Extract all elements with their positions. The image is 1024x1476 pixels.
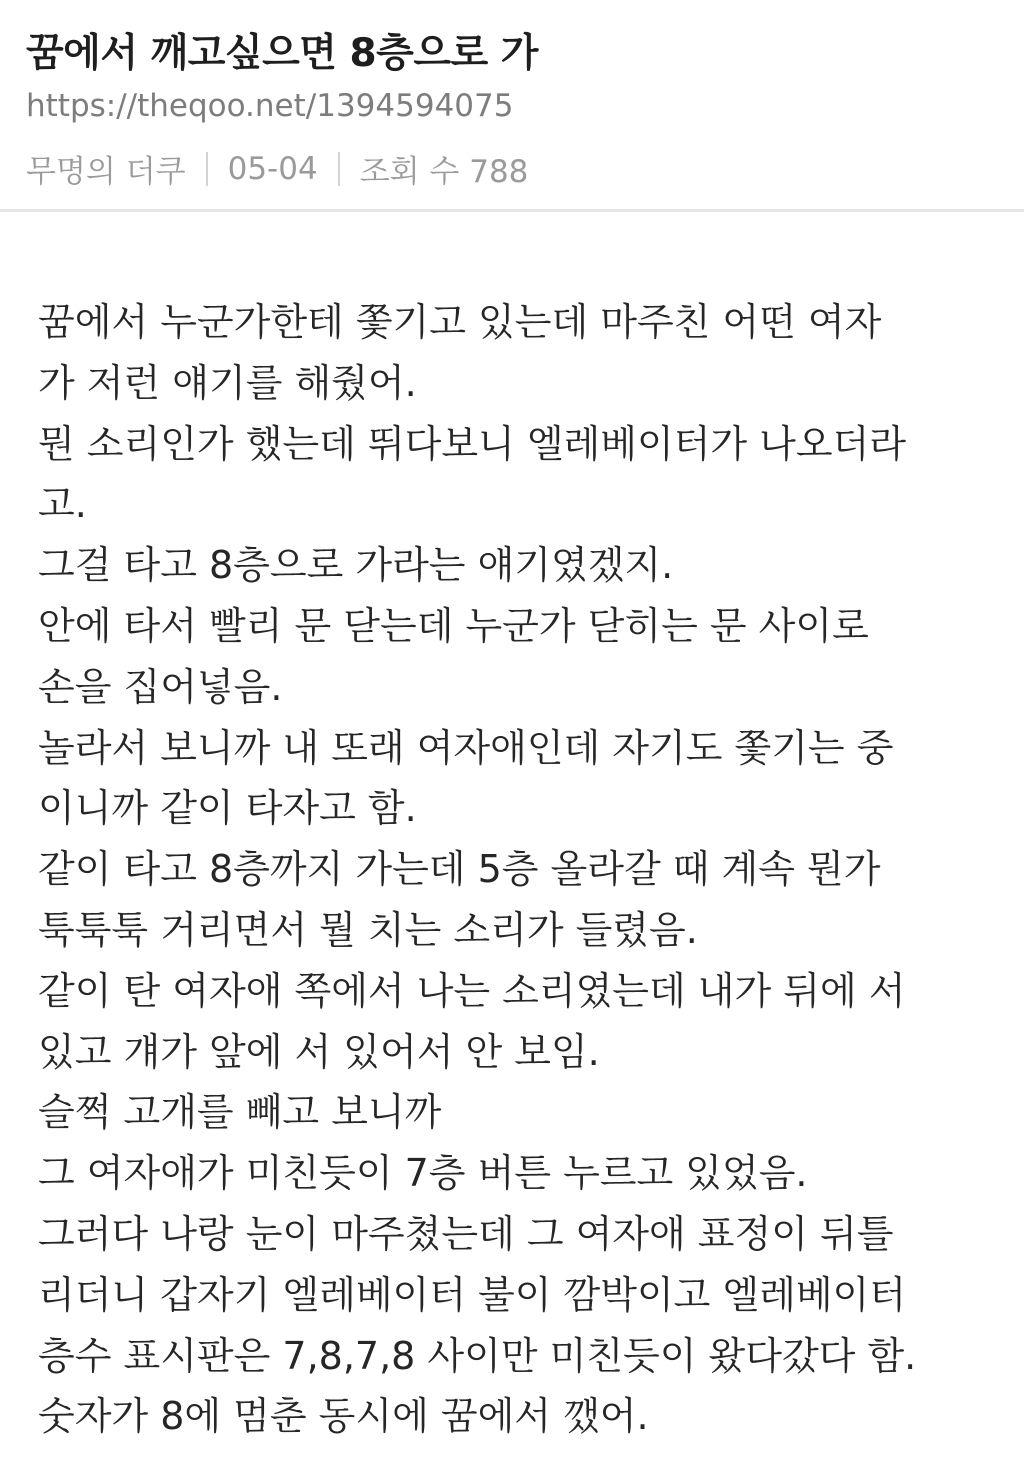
body-line: 같이 탄 여자애 쪽에서 나는 소리였는데 내가 뒤에 서 — [38, 968, 906, 1013]
body-line: 그 여자애가 미친듯이 7층 버튼 누르고 있었음. — [38, 1151, 808, 1196]
body-line: 고. — [38, 482, 87, 527]
meta-divider — [338, 152, 340, 186]
post-title: 꿈에서 깨고싶으면 8층으로 가 — [26, 31, 538, 76]
body-line: 그걸 타고 8층으로 가라는 얘기였겠지. — [38, 543, 674, 588]
body-line: 있고 걔가 앞에 서 있어서 안 보임. — [38, 1029, 600, 1074]
body-line: 꿈에서 누군가한테 쫓기고 있는데 마주친 어떤 여자 — [38, 300, 882, 344]
body-line: 뭔 소리인가 했는데 뛰다보니 엘레베이터가 나오더라 — [38, 421, 906, 466]
body-line: 가 저런 얘기를 해줬어. — [38, 360, 417, 405]
body-line: 그러다 나랑 눈이 마주쳤는데 그 여자애 표정이 뒤틀 — [38, 1211, 894, 1256]
body-line: 안에 타서 빨리 문 닫는데 누군가 닫히는 문 사이로 — [38, 603, 869, 648]
body-line: 툭툭툭 거리면서 뭘 치는 소리가 들렸음. — [38, 907, 698, 952]
body-line: 손을 집어넣음. — [38, 664, 283, 709]
post-url-link[interactable]: https://theqoo.net/1394594075 — [26, 88, 514, 124]
post-date: 05-04 — [227, 150, 318, 187]
body-line: 리더니 갑자기 엘레베이터 불이 깜박이고 엘레베이터 — [38, 1272, 906, 1317]
view-count: 조회 수 788 — [359, 154, 529, 190]
body-line: 숫자가 8에 멈춘 동시에 꿈에서 깼어. — [38, 1394, 649, 1439]
body-line: 놀라서 보니까 내 또래 여자애인데 자기도 쫓기는 중 — [38, 725, 894, 770]
post-header — [0, 0, 1024, 212]
body-line: 슬쩍 고개를 빼고 보니까 — [38, 1090, 442, 1135]
meta-divider — [206, 152, 208, 186]
body-line: 층수 표시판은 7,8,7,8 사이만 미친듯이 왔다갔다 함. — [38, 1333, 917, 1378]
post-body — [38, 292, 1008, 1447]
body-line: 같이 타고 8층까지 가는데 5층 올라갈 때 계속 뭔가 — [38, 847, 881, 892]
post-meta — [26, 146, 528, 191]
author-name[interactable]: 무명의 더쿠 — [26, 154, 186, 190]
body-line: 이니까 같이 타자고 함. — [38, 786, 417, 831]
